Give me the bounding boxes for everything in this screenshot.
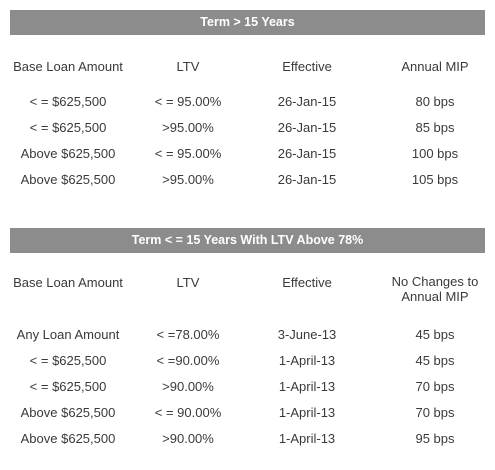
cell-ltv: < = 95.00%: [154, 146, 222, 161]
cell-ltv: < =90.00%: [156, 353, 220, 368]
table-row: [10, 378, 485, 398]
cell-ltv: < = 90.00%: [154, 405, 222, 420]
cell-effective: 26-Jan-15: [277, 120, 337, 135]
table-row: [10, 352, 485, 372]
cell-base-loan-amount: Above $625,500: [20, 172, 116, 187]
cell-effective: 26-Jan-15: [277, 146, 337, 161]
cell-annual-mip: 95 bps: [415, 431, 455, 446]
cell-base-loan-amount: Above $625,500: [20, 405, 116, 420]
header-row: [10, 58, 485, 78]
section1-title: Term > 15 Years: [10, 10, 485, 35]
cell-annual-mip: 45 bps: [415, 353, 455, 368]
cell-effective: 1-April-13: [278, 353, 336, 368]
cell-annual-mip: 105 bps: [411, 172, 459, 187]
cell-base-loan-amount: Above $625,500: [20, 146, 116, 161]
cell-base-loan-amount: Any Loan Amount: [16, 327, 120, 342]
cell-annual-mip: 45 bps: [415, 327, 455, 342]
header-base-loan-amount: Base Loan Amount: [13, 275, 123, 290]
cell-effective: 1-April-13: [278, 405, 336, 420]
cell-ltv: >90.00%: [162, 379, 214, 394]
header-ltv: LTV: [176, 59, 200, 74]
cell-base-loan-amount: < = $625,500: [29, 120, 107, 135]
cell-ltv: < =78.00%: [156, 327, 220, 342]
cell-effective: 26-Jan-15: [277, 172, 337, 187]
header-no-changes-to-annual-mip: No Changes to Annual MIP: [391, 274, 479, 304]
table-row: [10, 93, 485, 113]
cell-annual-mip: 80 bps: [415, 94, 455, 109]
cell-effective: 26-Jan-15: [277, 94, 337, 109]
cell-effective: 1-April-13: [278, 379, 336, 394]
table-row: [10, 326, 485, 346]
table-row: [10, 404, 485, 424]
section2-title: Term < = 15 Years With LTV Above 78%: [10, 228, 485, 253]
cell-annual-mip: 70 bps: [415, 405, 455, 420]
table-row: [10, 430, 485, 450]
header-base-loan-amount: Base Loan Amount: [13, 59, 123, 74]
table-row: [10, 171, 485, 191]
header-ltv: LTV: [176, 275, 200, 290]
cell-base-loan-amount: < = $625,500: [29, 353, 107, 368]
cell-effective: 3-June-13: [277, 327, 337, 342]
cell-ltv: >95.00%: [162, 120, 214, 135]
table-row: [10, 119, 485, 139]
cell-base-loan-amount: < = $625,500: [29, 379, 107, 394]
cell-base-loan-amount: < = $625,500: [29, 94, 107, 109]
cell-ltv: >90.00%: [162, 431, 214, 446]
cell-ltv: < = 95.00%: [154, 94, 222, 109]
cell-effective: 1-April-13: [278, 431, 336, 446]
cell-ltv: >95.00%: [162, 172, 214, 187]
table-row: [10, 145, 485, 165]
header-effective: Effective: [282, 59, 332, 74]
header-row: [10, 274, 485, 308]
cell-annual-mip: 100 bps: [411, 146, 459, 161]
header-annual-mip: Annual MIP: [401, 59, 469, 74]
cell-base-loan-amount: Above $625,500: [20, 431, 116, 446]
cell-annual-mip: 70 bps: [415, 379, 455, 394]
header-effective: Effective: [282, 275, 332, 290]
cell-annual-mip: 85 bps: [415, 120, 455, 135]
